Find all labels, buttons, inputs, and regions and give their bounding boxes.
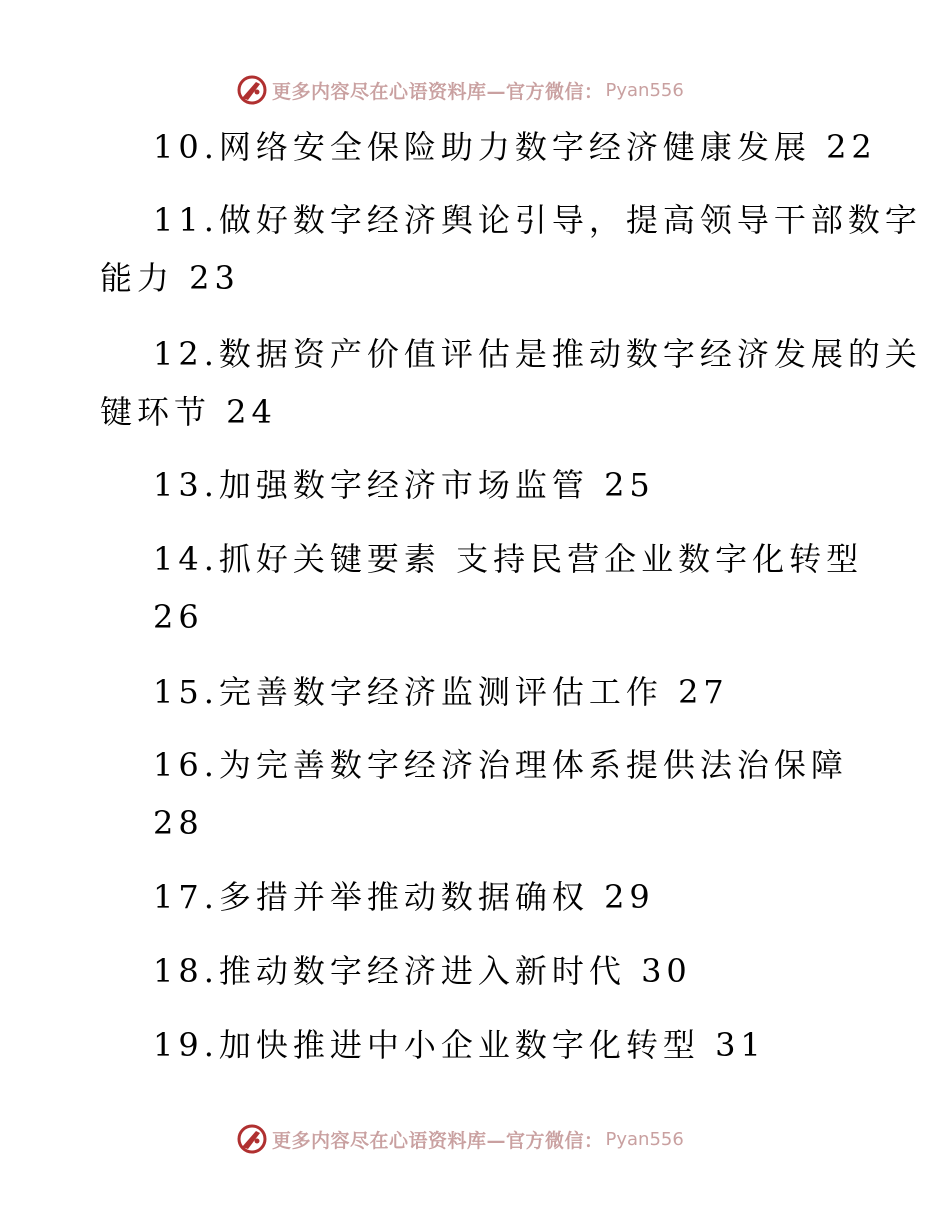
toc-line: 能力 23 bbox=[100, 259, 240, 297]
toc-line: 26 bbox=[153, 598, 204, 636]
watermark-text: 更多内容尽在心语资料库—官方微信： bbox=[272, 1129, 604, 1152]
header-watermark bbox=[236, 73, 684, 107]
toc-line: 13.加强数字经济市场监管 25 bbox=[153, 466, 655, 504]
toc-line: 键环节 24 bbox=[100, 393, 277, 431]
toc-line: 19.加快推进中小企业数字化转型 31 bbox=[153, 1026, 766, 1064]
toc-line: 11.做好数字经济舆论引导，提高领导干部数字 bbox=[153, 201, 922, 239]
brush-circle-logo-icon bbox=[236, 74, 268, 106]
toc-line: 17.多措并举推动数据确权 29 bbox=[153, 878, 655, 916]
watermark-wechat-id: Pyan556 bbox=[605, 1128, 684, 1150]
toc-line: 28 bbox=[153, 804, 204, 842]
footer-watermark bbox=[236, 1122, 684, 1156]
toc-line: 10.网络安全保险助力数字经济健康发展 22 bbox=[153, 128, 877, 166]
toc-line: 14.抓好关键要素 支持民营企业数字化转型 bbox=[153, 540, 864, 578]
watermark-wechat-id: Pyan556 bbox=[605, 79, 684, 101]
watermark-text: 更多内容尽在心语资料库—官方微信： bbox=[272, 80, 604, 103]
toc-line: 15.完善数字经济监测评估工作 27 bbox=[153, 673, 729, 711]
toc-line: 12.数据资产价值评估是推动数字经济发展的关 bbox=[153, 335, 922, 373]
toc-line: 16.为完善数字经济治理体系提供法治保障 bbox=[153, 746, 848, 784]
toc-line: 18.推动数字经济进入新时代 30 bbox=[153, 952, 692, 990]
brush-circle-logo-icon bbox=[236, 1123, 268, 1155]
